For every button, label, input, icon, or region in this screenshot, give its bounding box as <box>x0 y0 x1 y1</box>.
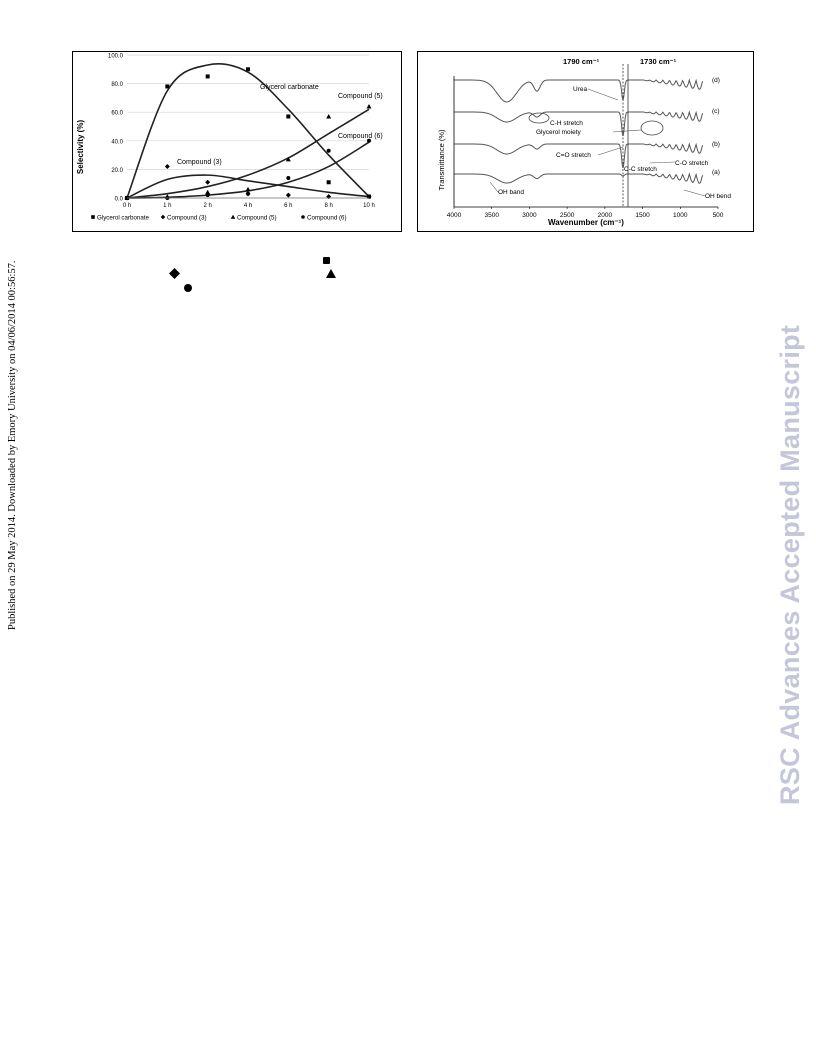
selectivity-chart <box>73 52 401 231</box>
legend-marker <box>91 215 95 219</box>
legend-label: Glycerol carbonate <box>97 214 149 222</box>
x-tick-label: 6 h <box>284 203 293 209</box>
data-point <box>327 149 331 153</box>
data-point <box>286 176 290 180</box>
annotation-1730: 1730 cm⁻¹ <box>640 57 677 66</box>
annotation-ch-stretch: C-H stretch <box>550 120 583 127</box>
annotation-co-double-stretch: C=O stretch <box>556 152 591 159</box>
legend-marker <box>231 215 236 219</box>
legend-label: Compound (5) <box>237 214 277 222</box>
floating-diamond-marker <box>169 268 180 279</box>
x-tick-label: 3500 <box>484 212 499 219</box>
annotation-oh-bend: OH bend <box>705 193 732 200</box>
data-point <box>165 164 170 169</box>
publication-note: Published on 29 May 2014. Downloaded by Emory University on 04/06/2014 00:56:57. <box>7 260 18 630</box>
annotation-cc-stretch: C-C stretch <box>624 166 657 173</box>
ch-stretch-highlight <box>529 113 549 123</box>
legend-label: Compound (6) <box>307 214 347 222</box>
y-tick-label: 40.0 <box>111 139 123 146</box>
x-tick-label: 1000 <box>673 212 688 219</box>
x-tick-label: 2 h <box>203 203 212 209</box>
data-point <box>327 180 331 184</box>
data-point <box>326 114 331 118</box>
data-point <box>367 104 372 109</box>
glycerol-moiety-highlight <box>641 121 663 135</box>
annotation-1790: 1790 cm⁻¹ <box>563 57 600 66</box>
annotation-glycerol-moiety: Glycerol moiety <box>536 129 581 136</box>
annotation-oh-band: OH band <box>498 189 525 196</box>
trace-label-b: (b) <box>712 141 720 148</box>
y-tick-label: 60.0 <box>111 110 123 117</box>
y-axis-label: Selectivity (%) <box>76 119 85 175</box>
x-tick-label: 1 h <box>163 203 172 209</box>
accepted-manuscript-watermark: RSC Advances Accepted Manuscript <box>775 324 805 805</box>
floating-square-marker <box>322 256 332 266</box>
annotation-compound-5: Compound (5) <box>338 93 383 100</box>
data-point <box>246 67 250 71</box>
x-tick-label: 3000 <box>522 212 537 219</box>
data-point <box>206 193 210 197</box>
data-point <box>286 114 290 118</box>
annotation-co-stretch: C-O stretch <box>675 160 709 167</box>
trace-a <box>454 174 703 183</box>
x-tick-label: 10 h <box>363 203 375 209</box>
trace-label-c: (c) <box>712 108 720 115</box>
annotation-compound-6: Compound (6) <box>338 133 383 140</box>
annotation-glycerol-carbonate: Glycerol carbonate <box>260 84 319 91</box>
data-point <box>286 193 291 198</box>
x-tick-label: 500 <box>712 212 724 219</box>
selectivity-figure <box>72 51 402 232</box>
floating-circle-marker <box>183 283 193 293</box>
y-tick-label: 100.0 <box>107 53 123 60</box>
data-point <box>165 84 169 88</box>
y-tick-label: 20.0 <box>111 167 123 174</box>
data-point <box>246 187 251 192</box>
data-point <box>205 180 210 185</box>
x-tick-label: 4 h <box>243 203 253 209</box>
trace-label-d: (d) <box>712 77 720 84</box>
x-tick-label: 2500 <box>559 212 575 219</box>
y-axis-label-ftir: Transmittance (%) <box>437 129 446 191</box>
annotation-urea: Urea <box>573 86 588 93</box>
x-tick-label: 4000 <box>446 212 462 219</box>
x-tick-label: 0 h <box>122 203 132 209</box>
y-tick-label: 0.0 <box>114 196 123 203</box>
ftir-figure <box>417 51 754 232</box>
x-tick-label: 8 h <box>324 203 333 209</box>
trend-curve <box>127 109 369 198</box>
trace-label-a: (a) <box>712 169 720 176</box>
legend-marker <box>301 215 305 219</box>
ftir-chart <box>418 52 753 231</box>
data-point <box>206 74 210 78</box>
data-point <box>246 192 250 196</box>
y-tick-label: 80.0 <box>111 82 123 89</box>
x-tick-label: 2000 <box>597 212 613 219</box>
legend-marker <box>161 215 166 220</box>
annotation-compound-3: Compound (3) <box>177 159 222 166</box>
floating-triangle-marker <box>326 269 336 279</box>
x-tick-label: 1500 <box>635 212 650 219</box>
x-axis-label-ftir: Wavenumber (cm⁻¹) <box>548 218 624 227</box>
legend-label: Compound (3) <box>167 214 207 222</box>
